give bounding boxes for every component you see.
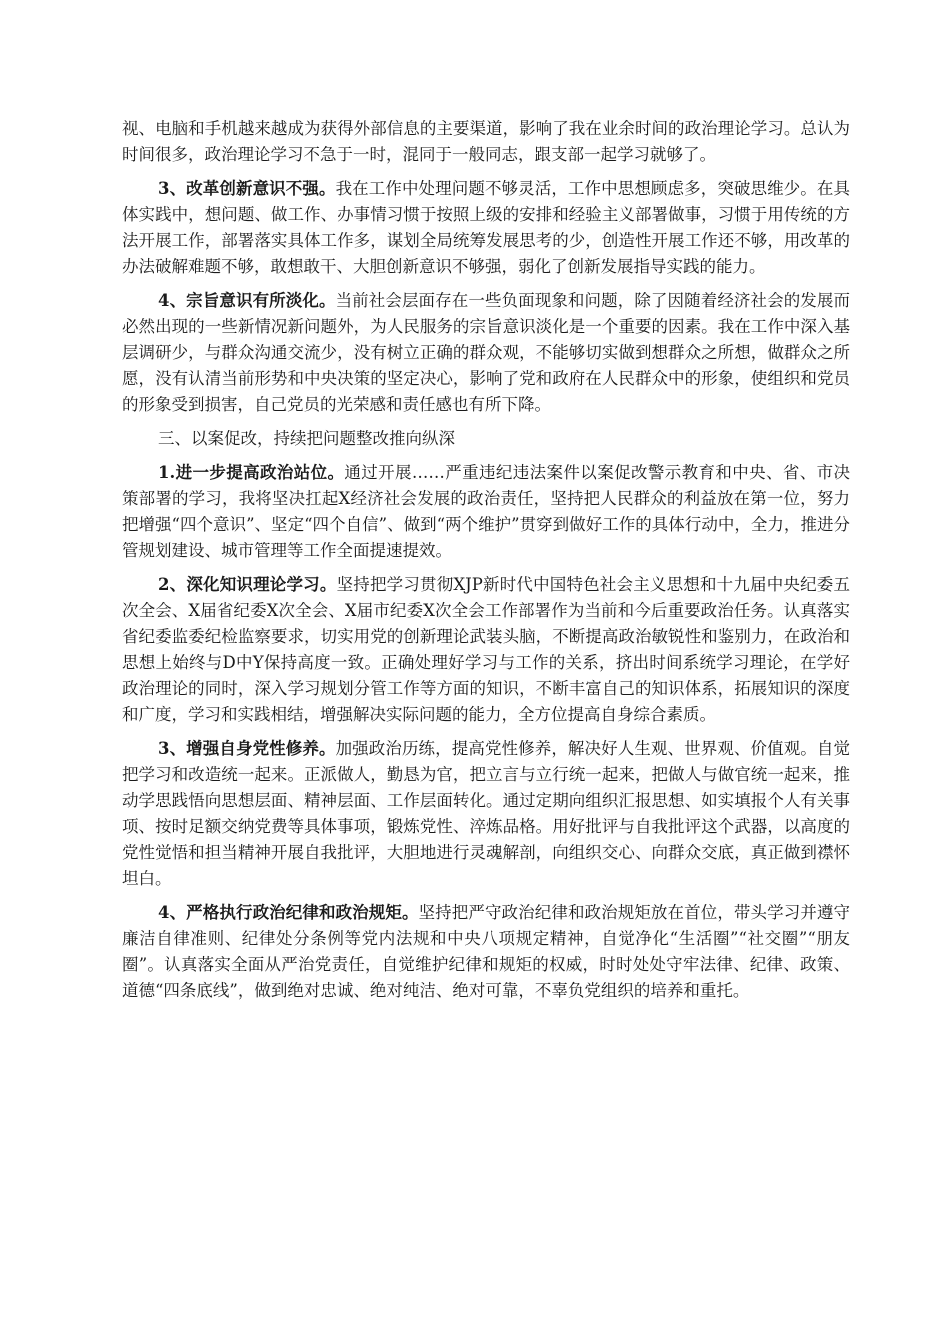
measure-body-1: 通过开展……严重违纪违法案件以案促改警示教育和中央、省、市决策部署的学习，我将坚决扛起X经济社会发展的政治责任，坚持把人民群众的利益放在第一位，努力把增强“四个意识”、坚定“四个自信”、做到“两个维护”贯穿到做好工作的具体行动中，全力，推进分管规划建设、城市管理等工作全面提速提效。 bbox=[122, 463, 850, 560]
problem-lead-4: 4、宗旨意识有所淡化。 bbox=[158, 291, 336, 310]
measure-body-2: 坚持把学习贯彻XJP新时代中国特色社会主义思想和十九届中央纪委五次全会、X届省纪委X次全会、X届市纪委X次全会工作部署作为当前和今后重要政治任务。认真落实省纪委监委纪检监察要求，切实用党的创新理论武装头脑，不断提高政治敏锐性和鉴别力，在政治和思想上始终与D中Y保持高度一致。正确处理好学习与工作的关系，挤出时间系统学习理论，在学好政治理论的同时，深入学习规划分管工作等方面的知识，不断丰富自己的知识体系，拓展知识的深度和广度，学习和实践相结，增强解决实际问题的能力，全方位提高自身综合素质。 bbox=[122, 575, 850, 724]
measure-paragraph-4 bbox=[122, 900, 850, 1004]
measure-lead-3: 3、增强自身党性修养。 bbox=[158, 739, 336, 758]
section-heading: 三、以案促改，持续把问题整改推向纵深 bbox=[158, 429, 455, 448]
problem-body-3: 我在工作中处理问题不够灵活，工作中思想顾虑多，突破思维少。在具体实践中，想问题、做工作、办事情习惯于按照上级的安排和经验主义部署做事，习惯于用传统的方法开展工作，部署落实具体工作多，谋划全局统筹发展思考的少，创造性开展工作还不够，用改革的办法破解难题不够，敢想敢干、大胆创新意识不够强，弱化了创新发展指导实践的能力。 bbox=[122, 179, 851, 276]
measure-body-4: 坚持把严守政治纪律和政治规矩放在首位，带头学习并遵守廉洁自律准则、纪律处分条例等党内法规和中央八项规定精神，自觉净化“生活圈”“社交圈”“朋友圈”。认真落实全面从严治党责任，自觉维护纪律和规矩的权威，时时处处守牢法律、纪律、政策、道德“四条底线”，做到绝对忠诚、绝对纯洁、绝对可靠，不辜负党组织的培养和重托。 bbox=[122, 903, 851, 1000]
problem-body-4: 当前社会层面存在一些负面现象和问题，除了因随着经济社会的发展而必然出现的一些新情况新问题外，为人民服务的宗旨意识淡化是一个重要的因素。我在工作中深入基层调研少，与群众沟通交流少，没有树立正确的群众观，不能够切实做到想群众之所想，做群众之所愿，没有认清当前形势和中央决策的坚定决心，影响了党和政府在人民群众中的形象，使组织和党员的形象受到损害，自己党员的光荣感和责任感也有所下降。 bbox=[122, 291, 851, 414]
document-page bbox=[122, 116, 850, 1012]
measure-lead-4: 4、严格执行政治纪律和政治规矩。 bbox=[158, 903, 419, 922]
intro-paragraph: 视、电脑和手机越来越成为获得外部信息的主要渠道，影响了我在业余时间的政治理论学习。总认为时间很多，政治理论学习不急于一时，混同于一般同志，跟支部一起学习就够了。 bbox=[122, 119, 850, 164]
measure-lead-2: 2、深化知识理论学习。 bbox=[158, 575, 337, 594]
measure-body-3: 加强政治历练，提高党性修养，解决好人生观、世界观、价值观。自觉把学习和改造统一起来。正派做人，勤恳为官，把立言与立行统一起来，把做人与做官统一起来，推动学思践悟向思想层面、精神层面、工作层面转化。通过定期向组织汇报思想、如实填报个人有关事项、按时足额交纳党费等具体事项，锻炼党性、淬炼品格。用好批评与自我批评这个武器，以高度的党性觉悟和担当精神开展自我批评，大胆地进行灵魂解剖，向组织交心、向群众交底，真正做到襟怀坦白。 bbox=[122, 739, 851, 888]
measure-lead-1: 1.进一步提高政治站位。 bbox=[158, 463, 345, 482]
problem-paragraph-3 bbox=[122, 176, 850, 280]
measure-paragraph-3 bbox=[122, 736, 850, 892]
problem-paragraph-4 bbox=[122, 288, 850, 418]
measure-paragraph-1 bbox=[122, 460, 850, 564]
measure-paragraph-2 bbox=[122, 572, 850, 728]
problem-lead-3: 3、改革创新意识不强。 bbox=[158, 179, 336, 198]
